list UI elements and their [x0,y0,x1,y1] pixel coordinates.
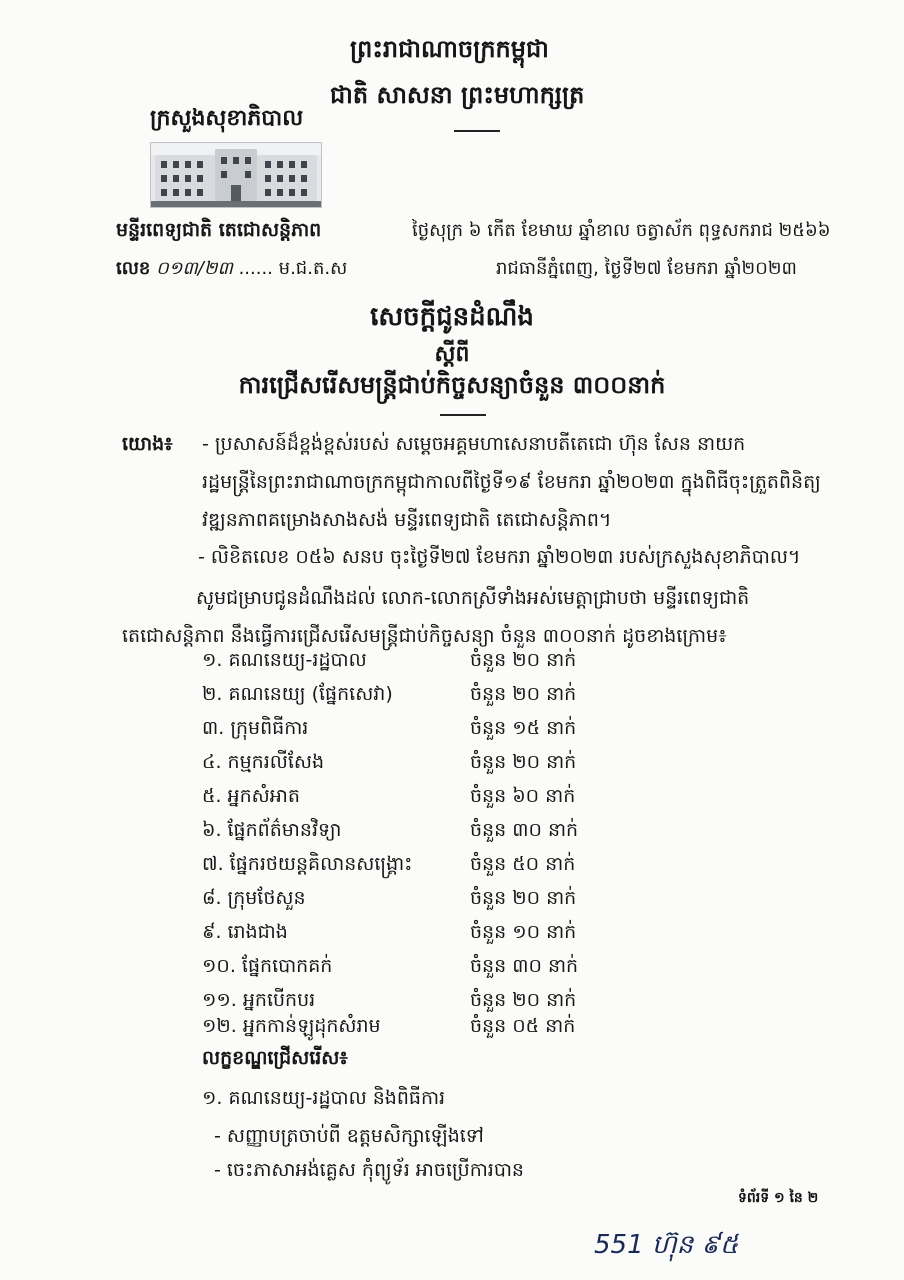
position-count: ចំនួន ៦០ នាក់ [470,785,576,807]
position-count: ចំនួន ១០ នាក់ [470,921,577,943]
criteria-item-1-requirement-a: - សញ្ញាបត្រចាប់ពី ឧត្តមសិក្សាឡើងទៅ [214,1125,484,1147]
notice-title: សេចក្តីជូនដំណឹង [370,302,534,332]
notice-subject: ការជ្រើសរើសមន្ត្រីជាប់កិច្ចសន្យាចំនួន ៣០០នាក់ [238,371,666,399]
position-name: ៨. ក្រុមថែសួន [202,887,306,909]
position-count: ចំនួន ៣០ នាក់ [470,819,579,841]
position-name: ១២. អ្នកកាន់ឡូដុកសំរាម [202,1015,381,1037]
position-name: ៦. ផ្នែកព័ត៌មានវិទ្យា [202,819,342,841]
header-divider [454,130,500,132]
position-name: ១១. អ្នកបើកបរ [202,989,316,1011]
reference-label: លេខ [116,258,151,279]
position-count: ចំនួន ២០ នាក់ [470,751,577,773]
position-name: ៧. ផ្នែករថយន្តគិលានសង្គ្រោះ [202,853,413,875]
position-name: ១០. ផ្នែកបោកគក់ [202,955,333,977]
place-date: រាជធានីភ្នំពេញ, ថ្ងៃទី២៧ ខែមករា ឆ្នាំ២០២៣ [496,258,797,279]
ministry-name: ក្រសួងសុខាភិបាល [150,106,304,131]
hospital-building-image [150,142,322,208]
handwritten-note: 551 ហ៊ុន ៩៥ [594,1230,739,1260]
reference-heading: យោង៖ [122,433,173,455]
position-count: ចំនួន ៣០ នាក់ [470,955,579,977]
position-count: ចំនួន ២០ នាក់ [470,683,577,705]
notice-about: ស្តីពី [434,342,470,367]
reference-1-line-2: រដ្ឋមន្ត្រីនៃព្រះរាជាណាចក្រកម្ពុជាកាលពីថ្ងៃទី១៩ ខែមករា ឆ្នាំ២០២៣ ក្នុងពិធីចុះត្រួតពិនិត្យ [202,471,821,493]
position-count: ចំនួន ០៥ នាក់ [470,1015,576,1037]
position-name: ៣. ក្រុមពិធីការ [202,717,309,739]
intro-line-1: សូមជម្រាបជូនដំណឹងដល់ លោក-លោកស្រីទាំងអស់មេត្តាជ្រាបថា មន្ទីរពេទ្យជាតិ [196,587,750,609]
reference-suffix: ម.ជ.ត.ស [278,258,348,279]
position-count: ចំនួន ២០ នាក់ [470,887,577,909]
page-number: ទំព័រទី ១ នៃ ២ [738,1190,819,1206]
reference-1-line-1: - ប្រសាសន៍ដ៏ខ្ពង់ខ្ពស់របស់ សម្តេចអគ្គមហាសេនាបតីតេជោ ហ៊ុន សែន នាយក [202,433,746,455]
hospital-name: មន្ទីរពេទ្យជាតិ តេជោសន្តិភាព [116,219,322,241]
position-name: ៩. រោងជាង [202,921,288,943]
reference-2: - លិខិតលេខ ០៥៦ សនប ចុះថ្ងៃទី២៧ ខែមករា ឆ្នាំ២០២៣ របស់ក្រសួងសុខាភិបាល។ [198,546,801,568]
national-motto: ជាតិ សាសនា ព្រះមហាក្សត្រ [330,81,585,109]
reference-number: លេខ ០១៣/២៣ ...... ម.ជ.ត.ស [116,258,348,279]
title-divider [440,414,486,416]
position-count: ចំនួន ២០ នាក់ [470,989,577,1011]
intro-line-2: តេជោសន្តិភាព នឹងធ្វើការជ្រើសរើសមន្ត្រីជាប់កិច្ចសន្យា ចំនួន ៣០០នាក់ ដូចខាងក្រោម៖ [122,625,727,647]
reference-number-value: ០១៣/២៣ [156,258,233,279]
criteria-item-1: ១. គណនេយ្យ-រដ្ឋបាល និងពិធីការ [202,1087,446,1109]
position-name: ៥. អ្នកសំអាត [202,785,300,807]
kingdom-heading: ព្រះរាជាណាចក្រកម្ពុជា [350,35,549,63]
position-name: ៤. កម្មករលីសែង [202,751,325,773]
criteria-heading: លក្ខខណ្ឌជ្រើសរើស៖ [202,1047,348,1069]
reference-1-line-3: វឌ្ឍនភាពគម្រោងសាងសង់ មន្ទីរពេទ្យជាតិ តេជោសន្តិភាព។ [202,509,612,531]
lunar-date: ថ្ងៃសុក្រ ៦ កើត ខែមាឃ ឆ្នាំខាល ចត្វាស័ក ពុទ្ធសករាជ ២៥៦៦ [412,220,831,241]
position-name: ១. គណនេយ្យ-រដ្ឋបាល [202,649,367,671]
position-name: ២. គណនេយ្យ (ផ្នែកសេវា) [202,683,393,705]
position-count: ចំនួន ៥០ នាក់ [470,853,576,875]
position-count: ចំនួន ២០ នាក់ [470,649,577,671]
criteria-item-1-requirement-b: - ចេះភាសាអង់គ្លេស កុំព្យូទ័រ អាចប្រើការបាន [214,1159,524,1181]
position-count: ចំនួន ១៥ នាក់ [470,717,577,739]
